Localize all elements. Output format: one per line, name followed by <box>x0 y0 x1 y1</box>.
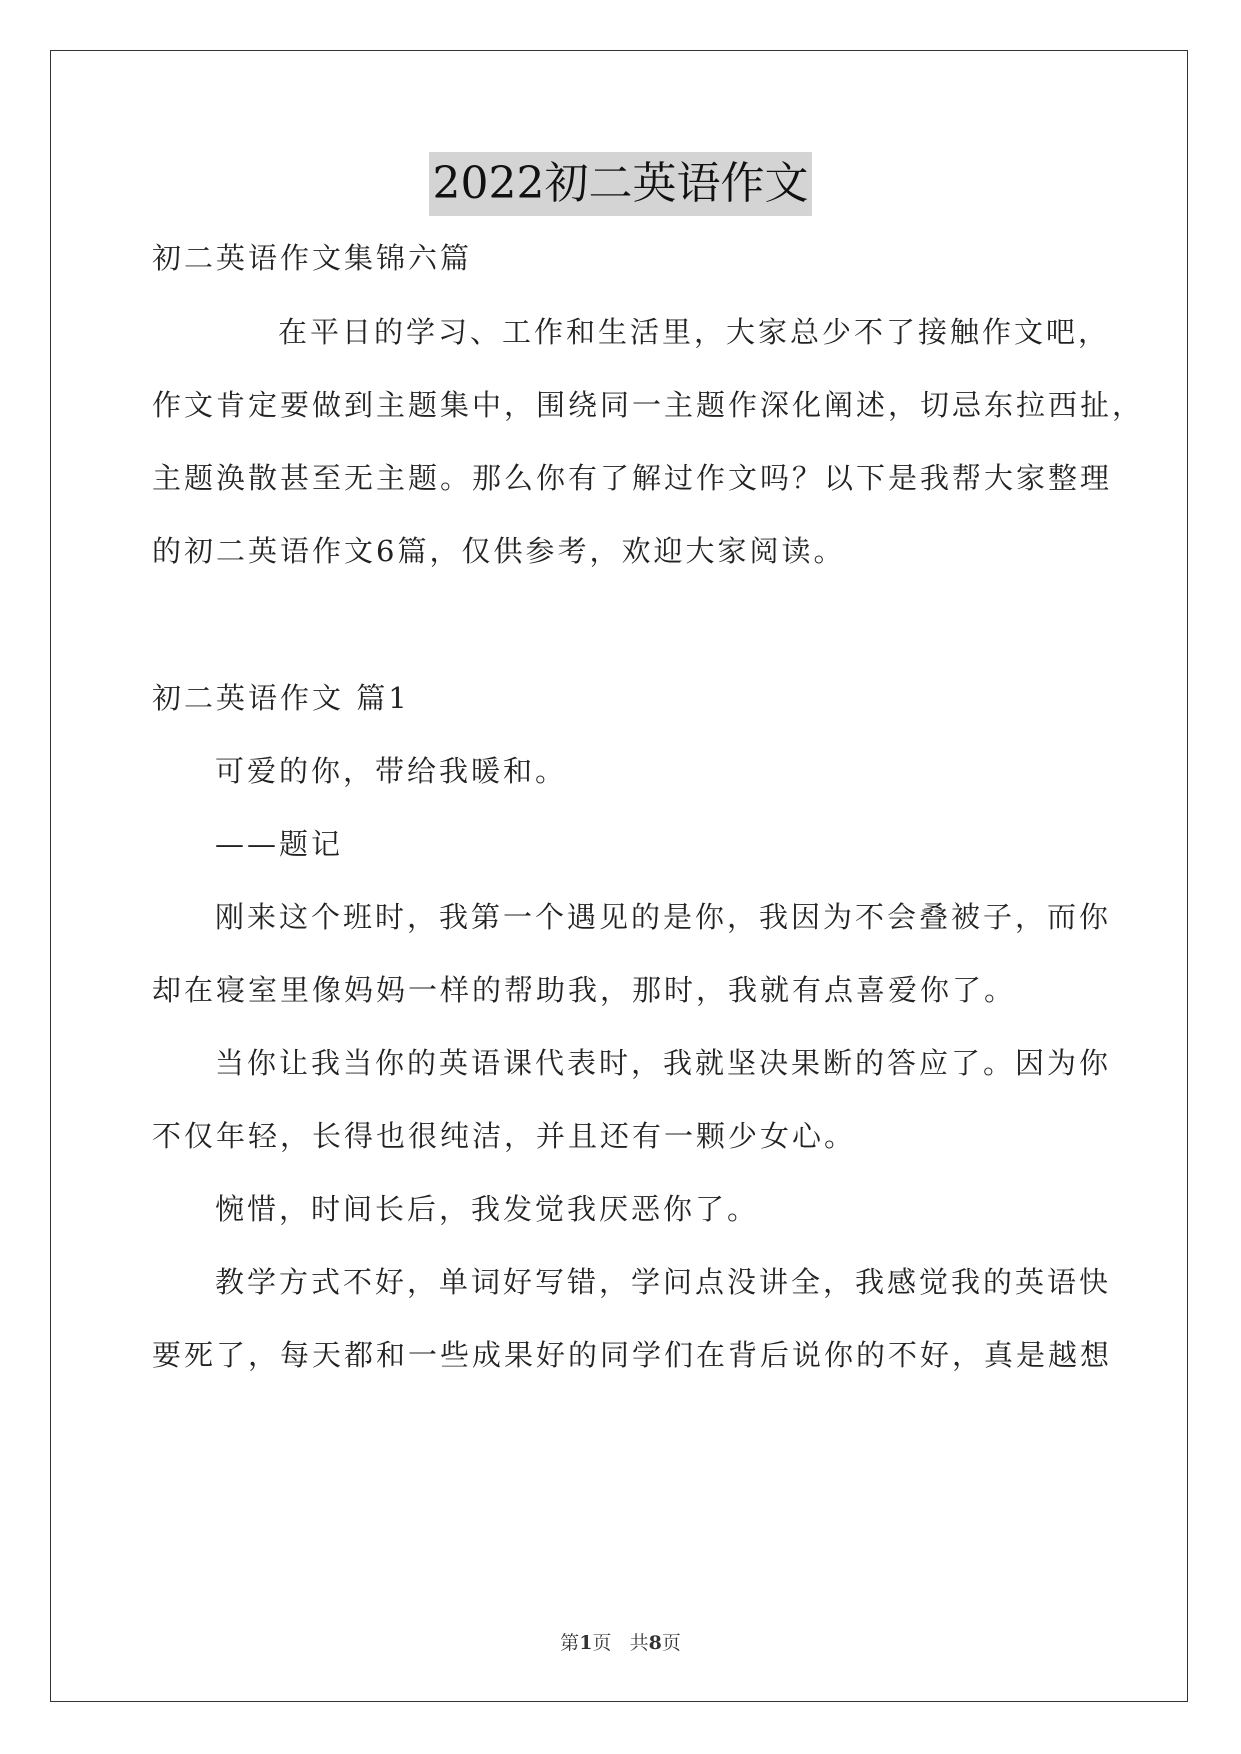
paragraph-4-line-2: 要死了，每天都和一些成果好的同学们在背后说你的不好，真是越想 <box>152 1338 1113 1372</box>
subtitle: 初二英语作文集锦六篇 <box>152 241 473 275</box>
paragraph-2-line-1: 当你让我当你的英语课代表时，我就坚决果断的答应了。因为你 <box>215 1046 1112 1080</box>
title-container <box>0 152 1241 216</box>
epigraph-note: ——题记 <box>215 827 344 861</box>
total-suffix: 页 <box>661 1632 681 1654</box>
paragraph-1-line-1: 刚来这个班时，我第一个遇见的是你，我因为不会叠被子，而你 <box>215 900 1112 934</box>
total-prefix: 共 <box>629 1632 649 1654</box>
paragraph-3-line-1: 惋惜，时间长后，我发觉我厌恶你了。 <box>215 1192 760 1226</box>
total-pages: 8 <box>648 1632 662 1654</box>
intro-line-2: 作文肯定要做到主题集中，围绕同一主题作深化阐述，切忌东拉西扯， <box>152 388 1145 422</box>
epigraph: 可爱的你，带给我暖和。 <box>215 754 568 788</box>
paragraph-1-line-2: 却在寝室里像妈妈一样的帮助我，那时，我就有点喜爱你了。 <box>152 973 1017 1007</box>
document-title: 2022初二英语作文 <box>429 152 813 216</box>
section-heading: 初二英语作文 篇1 <box>152 681 410 715</box>
paragraph-2-line-2: 不仅年轻，长得也很纯洁，并且还有一颗少女心。 <box>152 1119 857 1153</box>
paragraph-4-line-1: 教学方式不好，单词好写错，学问点没讲全，我感觉我的英语快 <box>215 1265 1112 1299</box>
page-footer <box>0 1628 1241 1655</box>
page-border <box>50 50 1188 1702</box>
page-suffix: 页 <box>592 1632 612 1654</box>
page-number: 1 <box>579 1632 593 1654</box>
intro-line-1: 在平日的学习、工作和生活里，大家总少不了接触作文吧， <box>278 315 1111 349</box>
page-prefix: 第 <box>560 1632 580 1654</box>
intro-line-3: 主题涣散甚至无主题。那么你有了解过作文吗？以下是我帮大家整理 <box>152 461 1113 495</box>
intro-line-4: 的初二英语作文6篇，仅供参考，欢迎大家阅读。 <box>152 534 846 568</box>
